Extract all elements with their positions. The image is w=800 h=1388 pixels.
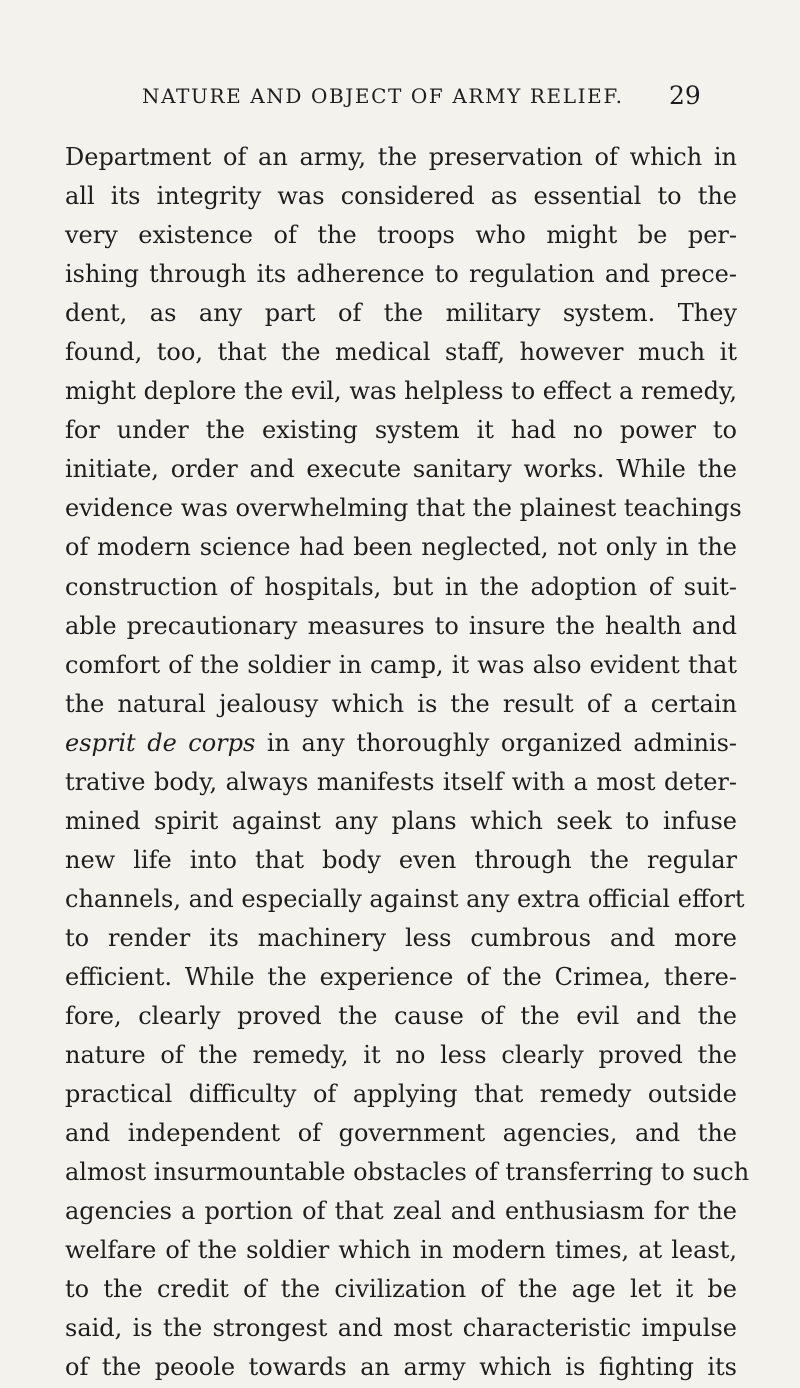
text-line: Department of an army, the preservation of which in <box>65 143 737 171</box>
text-line: of the peoole towards an army which is fighting its <box>65 1353 737 1382</box>
text-line: to the credit of the civilization of the age let it be <box>65 1275 737 1304</box>
text-line: welfare of the soldier which in modern times, at least, <box>65 1236 737 1265</box>
text-line: ishing through its adherence to regulation and prece- <box>65 260 737 289</box>
text-line: evidence was overwhelming that the plainest teachings <box>65 494 742 523</box>
text-line: of modern science had been neglected, not only in the <box>65 533 737 562</box>
text-line: said, is the strongest and most characteristic impulse <box>65 1314 737 1343</box>
line-continuation: in any thoroughly organized adminis- <box>255 728 738 757</box>
text-line: very existence of the troops who might be per- <box>65 221 737 250</box>
text-line: found, too, that the medical staff, however much it <box>65 338 737 367</box>
text-line: the natural jealousy which is the result of a certain <box>65 689 737 718</box>
text-line: practical difficulty of applying that remedy outside <box>65 1080 737 1109</box>
text-line-italic-phrase <box>65 724 737 763</box>
body-text <box>65 138 750 1388</box>
text-line: comfort of the soldier in camp, it was also evident that <box>65 650 737 679</box>
page-number: 29 <box>669 81 701 110</box>
running-title: NATURE AND OBJECT OF ARMY RELIEF. <box>142 84 624 108</box>
italic-phrase: esprit de corps <box>65 728 256 757</box>
text-line: fore, clearly proved the cause of the evil and the <box>65 1002 737 1031</box>
text-line: to render its machinery less cumbrous and more <box>65 923 737 952</box>
text-line: and independent of government agencies, and the <box>65 1119 737 1148</box>
text-line: all its integrity was considered as essential to the <box>65 182 737 211</box>
text-line: dent, as any part of the military system. They <box>65 299 737 328</box>
text-line: trative body, always manifests itself with a most deter- <box>65 767 737 796</box>
text-line: construction of hospitals, but in the adoption of suit- <box>65 572 737 601</box>
text-line: nature of the remedy, it no less clearly proved the <box>65 1041 737 1070</box>
running-header <box>142 81 800 124</box>
text-line: might deplore the evil, was helpless to effect a remedy, <box>65 377 737 406</box>
text-line: channels, and especially against any extra official effort <box>65 884 745 913</box>
text-line: almost insurmountable obstacles of transferring to such <box>65 1158 750 1187</box>
text-line: agencies a portion of that zeal and enthusiasm for the <box>65 1197 737 1226</box>
text-line: new life into that body even through the regular <box>65 845 737 874</box>
text-line: able precautionary measures to insure the health and <box>65 611 737 640</box>
text-line: initiate, order and execute sanitary works. While the <box>65 455 737 484</box>
text-line: efficient. While the experience of the Crimea, there- <box>65 962 737 991</box>
text-line: for under the existing system it had no power to <box>65 416 737 445</box>
text-line: mined spirit against any plans which seek to infuse <box>65 806 737 835</box>
